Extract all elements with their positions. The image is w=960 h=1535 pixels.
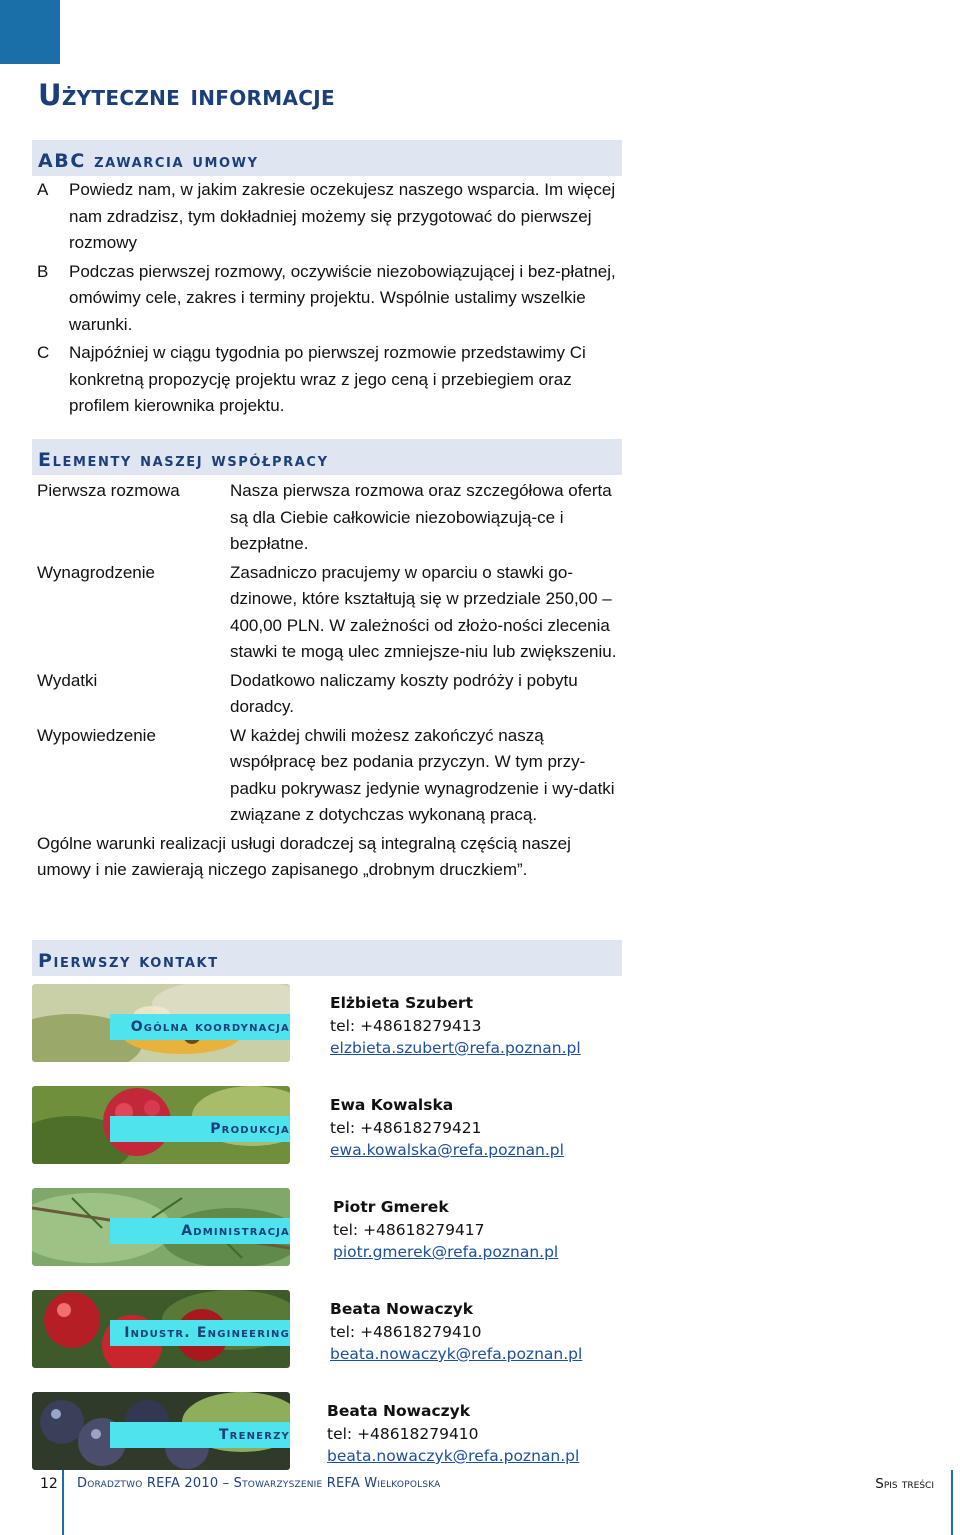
contact-phone: tel: +48618279417 bbox=[333, 1220, 485, 1239]
department-label: Trenerzy bbox=[110, 1422, 290, 1448]
footer-text: Doradztwo REFA 2010 – Stowarzyszenie REFA Wielkopolska bbox=[77, 1476, 441, 1491]
cooperation-desc: W każdej chwili możesz zakończyć naszą współpracę bez podania przyczyn. W tym przy-padku pokrywasz jedynie wynagrodzenie i wy-datki związane z dotychczas wykonaną pracą. bbox=[230, 725, 615, 824]
contact-phone: tel: +48618279410 bbox=[327, 1424, 479, 1443]
section-heading-cooperation: Elementy naszej współpracy bbox=[38, 449, 329, 471]
abc-text: Podczas pierwszej rozmowy, oczywiście niezobowiązującej i bez-płatnej, omówimy cele, zakres i terminy projektu. Wspólnie ustalimy wszelkie warunki. bbox=[69, 261, 616, 334]
section-band-abc bbox=[32, 140, 622, 176]
contact-name: Beata Nowaczyk bbox=[327, 1402, 471, 1420]
contact-name: Piotr Gmerek bbox=[333, 1198, 449, 1216]
abc-letter: A bbox=[37, 180, 49, 199]
contact-email-link[interactable]: piotr.gmerek@refa.poznan.pl bbox=[333, 1243, 559, 1261]
page-number: 12 bbox=[40, 1476, 58, 1492]
cooperation-row bbox=[37, 668, 627, 721]
contact-email-link[interactable]: elzbieta.szubert@refa.poznan.pl bbox=[330, 1039, 581, 1057]
contact-info bbox=[327, 1400, 579, 1468]
contact-info bbox=[330, 1094, 564, 1162]
cooperation-desc: Zasadniczo pracujemy w oparciu o stawki go-dzinowe, które kształtują się w przedziale 250,00 – 400,00 PLN. W zależności od złożo-ności zlecenia stawki te mogą ulec zmniejsze-niu lub zwiększeniu. bbox=[230, 562, 617, 661]
cooperation-term: Wydatki bbox=[37, 670, 98, 690]
footer-divider-right bbox=[951, 1470, 953, 1535]
abc-text: Powiedz nam, w jakim zakresie oczekujesz naszego wsparcia. Im więcej nam zdradzisz, tym dokładniej możemy się przygotować do pierwszej rozmowy bbox=[69, 180, 616, 252]
contact-name: Elżbieta Szubert bbox=[330, 994, 473, 1012]
contact-email-link[interactable]: beata.nowaczyk@refa.poznan.pl bbox=[327, 1447, 580, 1465]
page-title: Użyteczne informacje bbox=[38, 78, 335, 112]
contact-info bbox=[330, 1298, 582, 1366]
footer-divider-left bbox=[62, 1470, 64, 1535]
department-label: Administracja bbox=[110, 1218, 290, 1244]
abc-text: Najpóźniej w ciągu tygodnia po pierwszej rozmowie przedstawimy Ci konkretną propozycję projektu wraz z jego ceną i przebiegiem oraz profilem kierownika projektu. bbox=[69, 343, 586, 415]
corner-accent bbox=[0, 0, 60, 64]
contact-info bbox=[333, 1196, 558, 1264]
section-heading-abc: ABC zawarcia umowy bbox=[38, 150, 259, 172]
cooperation-row bbox=[37, 723, 627, 829]
department-label: Produkcja bbox=[110, 1116, 290, 1142]
cooperation-desc: Nasza pierwsza rozmowa oraz szczegółowa oferta są dla Ciebie całkowicie niezobowiązują-ce i bezpłatne. bbox=[230, 481, 612, 553]
cooperation-term: Wypowiedzenie bbox=[37, 725, 156, 745]
contact-phone: tel: +48618279410 bbox=[330, 1322, 482, 1341]
contact-phone: tel: +48618279421 bbox=[330, 1118, 482, 1137]
cooperation-term: Wynagrodzenie bbox=[37, 562, 155, 582]
department-label: Industr. Engineering bbox=[110, 1320, 290, 1346]
abc-letter: C bbox=[37, 343, 50, 362]
contact-info bbox=[330, 992, 581, 1060]
cooperation-row bbox=[37, 478, 627, 558]
cooperation-row bbox=[37, 560, 627, 666]
cooperation-term: Pierwsza rozmowa bbox=[37, 481, 180, 500]
section-band-contact bbox=[32, 940, 622, 976]
cooperation-note: Ogólne warunki realizacji usługi doradczej są integralną częścią naszej umowy i nie zawierają niczego zapisanego „drobnym druczkiem”. bbox=[37, 833, 571, 879]
abc-list bbox=[37, 177, 627, 422]
cooperation-list bbox=[37, 478, 627, 884]
contact-email-link[interactable]: beata.nowaczyk@refa.poznan.pl bbox=[330, 1345, 583, 1363]
contact-name: Beata Nowaczyk bbox=[330, 1300, 474, 1318]
section-heading-contact: Pierwszy kontakt bbox=[38, 950, 219, 972]
contact-name: Ewa Kowalska bbox=[330, 1096, 454, 1114]
toc-link[interactable]: Spis treści bbox=[875, 1476, 934, 1492]
abc-letter: B bbox=[37, 261, 49, 281]
abc-item bbox=[37, 177, 627, 257]
abc-item bbox=[37, 340, 627, 420]
abc-item bbox=[37, 259, 627, 339]
section-band-cooperation bbox=[32, 439, 622, 475]
cooperation-desc: Dodatkowo naliczamy koszty podróży i pobytu doradcy. bbox=[230, 670, 578, 716]
contact-email-link[interactable]: ewa.kowalska@refa.poznan.pl bbox=[330, 1141, 564, 1159]
contact-phone: tel: +48618279413 bbox=[330, 1016, 482, 1035]
department-label: Ogólna koordynacja bbox=[110, 1014, 290, 1040]
